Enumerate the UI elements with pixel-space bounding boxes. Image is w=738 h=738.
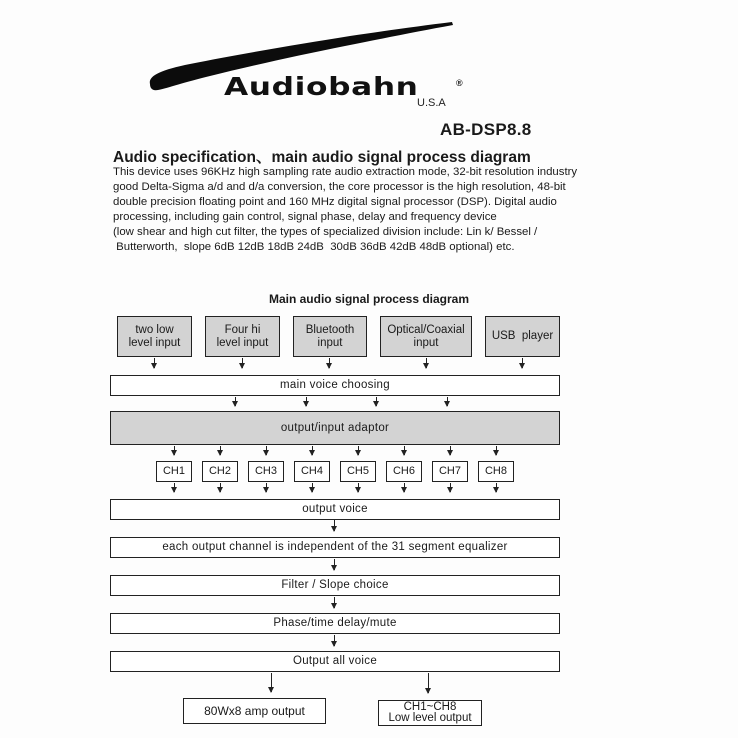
spec-heading: Audio specification、main audio signal process diagram [113, 149, 531, 166]
arrow-down-icon [266, 446, 267, 455]
input-box-optical-coaxial [380, 316, 472, 357]
arrow-down-icon [334, 559, 335, 570]
equalizer-box: each output channel is independent of the 31 segment equalizer [110, 537, 560, 558]
input-box-bluetooth [293, 316, 367, 357]
output-all-voice-box: Output all voice [110, 651, 560, 672]
arrow-down-icon [447, 397, 448, 406]
input-label: Bluetooth [305, 323, 355, 336]
low-level-label: CH1~CH8 [403, 701, 457, 713]
input-box-low-level [117, 316, 192, 357]
arrow-down-icon [312, 446, 313, 455]
channel-box: CH1 [156, 461, 192, 482]
arrow-down-icon [334, 520, 335, 531]
arrow-down-icon [242, 358, 243, 368]
arrow-down-icon [450, 446, 451, 455]
spec-paragraph [113, 165, 583, 255]
channel-box: CH5 [340, 461, 376, 482]
spec-line: good Delta-Sigma a/d and d/a conversion, the core processor is the high resolution, 48-bit [113, 181, 566, 193]
brand-logo: Audiobahn [224, 72, 419, 101]
registered-mark: ® [456, 78, 463, 88]
channel-box: CH4 [294, 461, 330, 482]
arrow-down-icon [334, 635, 335, 646]
input-box-usb [485, 316, 560, 357]
arrow-down-icon [334, 597, 335, 608]
arrow-down-icon [358, 483, 359, 492]
spec-line: (low shear and high cut filter, the types of specialized division include: Lin k/ Bessel / [113, 226, 538, 238]
spec-line: This device uses 96KHz high sampling rate audio extraction mode, 32-bit resolution industry [113, 166, 578, 178]
arrow-down-icon [450, 483, 451, 492]
arrow-down-icon [235, 397, 236, 406]
arrow-down-icon [174, 446, 175, 455]
arrow-down-icon [154, 358, 155, 368]
channel-box: CH6 [386, 461, 422, 482]
low-level-output-box [378, 700, 482, 726]
phase-delay-mute-box: Phase/time delay/mute [110, 613, 560, 634]
spec-line: double precision floating point and 160 MHz digital signal processor (DSP). Digital audio [113, 196, 557, 208]
arrow-down-icon [306, 397, 307, 406]
arrow-down-icon [329, 358, 330, 368]
input-label: level input [216, 336, 269, 349]
spec-line: processing, including gain control, signal phase, delay and frequency device [113, 211, 497, 223]
input-label: Optical/Coaxial [387, 323, 465, 336]
arrow-down-icon [404, 483, 405, 492]
arrow-down-icon [376, 397, 377, 406]
output-input-adaptor-box: output/input adaptor [110, 411, 560, 445]
arrow-down-icon [428, 673, 429, 693]
channel-box: CH7 [432, 461, 468, 482]
arrow-down-icon [174, 483, 175, 492]
diagram-title: Main audio signal process diagram [268, 292, 470, 306]
input-label: input [317, 336, 343, 349]
low-level-label: Low level output [388, 712, 472, 724]
channel-box: CH8 [478, 461, 514, 482]
input-box-hi-level [205, 316, 280, 357]
logo-swoosh-icon [0, 0, 738, 120]
input-label: level input [128, 336, 181, 349]
main-voice-choosing-box: main voice choosing [110, 375, 560, 396]
input-label: input [413, 336, 439, 349]
amp-output-box: 80Wx8 amp output [183, 698, 326, 724]
brand-country: U.S.A [417, 97, 446, 109]
channel-box: CH3 [248, 461, 284, 482]
spec-line: Butterworth, slope 6dB 12dB 18dB 24dB 30dB 36dB 42dB 48dB optional) etc. [113, 241, 515, 253]
arrow-down-icon [312, 483, 313, 492]
model-number: AB-DSP8.8 [440, 120, 532, 139]
arrow-down-icon [496, 446, 497, 455]
arrow-down-icon [220, 446, 221, 455]
arrow-down-icon [266, 483, 267, 492]
arrow-down-icon [220, 483, 221, 492]
arrow-down-icon [426, 358, 427, 368]
output-voice-box: output voice [110, 499, 560, 520]
input-label: Four hi [224, 323, 261, 336]
arrow-down-icon [271, 673, 272, 692]
arrow-down-icon [358, 446, 359, 455]
channel-box: CH2 [202, 461, 238, 482]
input-label: USB player [491, 330, 554, 342]
filter-slope-box: Filter / Slope choice [110, 575, 560, 596]
arrow-down-icon [522, 358, 523, 368]
input-label: two low [135, 323, 174, 336]
arrow-down-icon [404, 446, 405, 455]
arrow-down-icon [496, 483, 497, 492]
